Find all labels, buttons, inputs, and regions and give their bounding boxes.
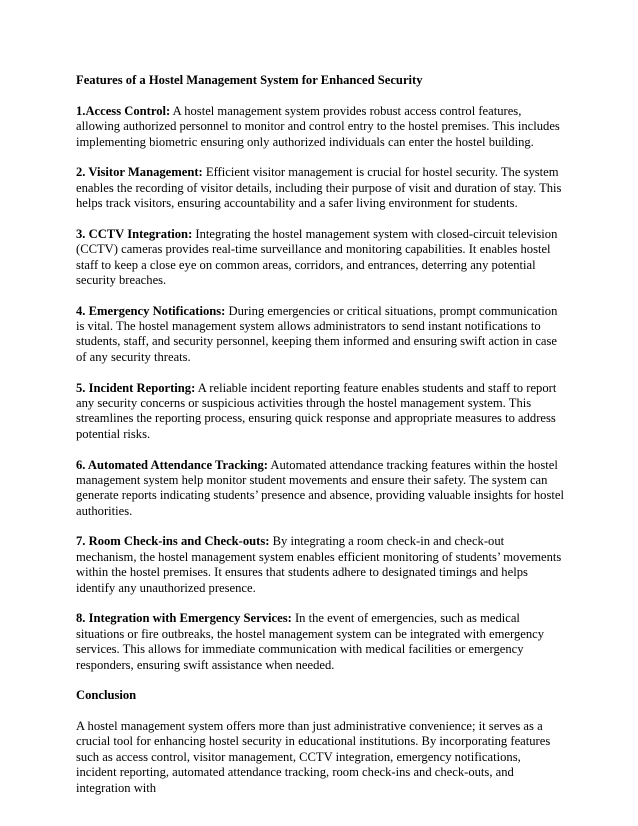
section-body: A hostel management system provides robust access control features, allowing authorized personnel to monitor and control entry to the hostel premises. This includes implementing biometric ensuring only authorized individuals can enter the hostel building. xyxy=(76,103,560,149)
section-heading: 1.Access Control: xyxy=(76,103,171,118)
section-heading: 6. Automated Attendance Tracking: xyxy=(76,457,268,472)
section-heading: 4. Emergency Notifications: xyxy=(76,303,226,318)
section-visitor-management xyxy=(76,165,564,211)
section-body: By integrating a room check-in and check-out mechanism, the hostel management system enables efficient monitoring of students’ movements within the hostel premises. It ensures that students adhere to designated timings and helps identify any unauthorized presence. xyxy=(76,534,562,595)
section-emergency-services xyxy=(76,611,564,673)
section-heading: 3. CCTV Integration: xyxy=(76,226,193,241)
section-emergency-notifications xyxy=(76,304,564,366)
section-body: In the event of emergencies, such as medical situations or fire outbreaks, the hostel management system can be integrated with emergency services. This allows for immediate communication with medical facilities or emergency responders, ensuring swift assistance when needed. xyxy=(76,611,545,672)
section-heading: 2. Visitor Management: xyxy=(76,165,203,180)
section-heading: 5. Incident Reporting: xyxy=(76,380,196,395)
section-body: Automated attendance tracking features within the hostel management system help monitor student movements and ensure their safety. The system can generate reports indicating students’ presence and absence, providing valuable insights for hostel authorities. xyxy=(76,457,564,518)
section-body: A reliable incident reporting feature enables students and staff to report any security concerns or suspicious activities through the hostel management system. This streamlines the reporting process, ensuring quick response and appropriate measures to address potential risks. xyxy=(76,380,557,441)
section-body: Efficient visitor management is crucial for hostel security. The system enables the recording of visitor details, including their purpose of visit and duration of stay. This helps track visitors, ensuring accountability and a safer living environment for students. xyxy=(76,165,562,211)
section-access-control xyxy=(76,104,564,150)
document-body xyxy=(76,73,564,811)
section-cctv-integration xyxy=(76,227,564,289)
section-body: During emergencies or critical situations, prompt communication is vital. The hostel management system allows administrators to send instant notifications to students, staff, and security personnel, keeping them informed and ensuring swift action in case of any security threats. xyxy=(76,303,558,364)
conclusion-body: A hostel management system offers more than just administrative convenience; it serves as a crucial tool for enhancing hostel security in educational institutions. By incorporating features such as access control, visitor management, CCTV integration, emergency notifications, incident reporting, automated attendance tracking, room check-ins and check-outs, and integration with xyxy=(76,718,551,795)
section-room-check-ins xyxy=(76,534,564,596)
document-title: Features of a Hostel Management System for Enhanced Security xyxy=(76,73,423,87)
conclusion-heading: Conclusion xyxy=(76,688,137,703)
section-attendance-tracking xyxy=(76,458,564,520)
section-body: Integrating the hostel management system with closed-circuit television (CCTV) cameras provides real-time surveillance and monitoring capabilities. It enables hostel staff to keep a close eye on common areas, corridors, and entrances, deterring any potential security breaches. xyxy=(76,226,558,287)
section-heading: 8. Integration with Emergency Services: xyxy=(76,611,292,626)
section-heading: 7. Room Check-ins and Check-outs: xyxy=(76,534,270,549)
section-incident-reporting xyxy=(76,381,564,443)
